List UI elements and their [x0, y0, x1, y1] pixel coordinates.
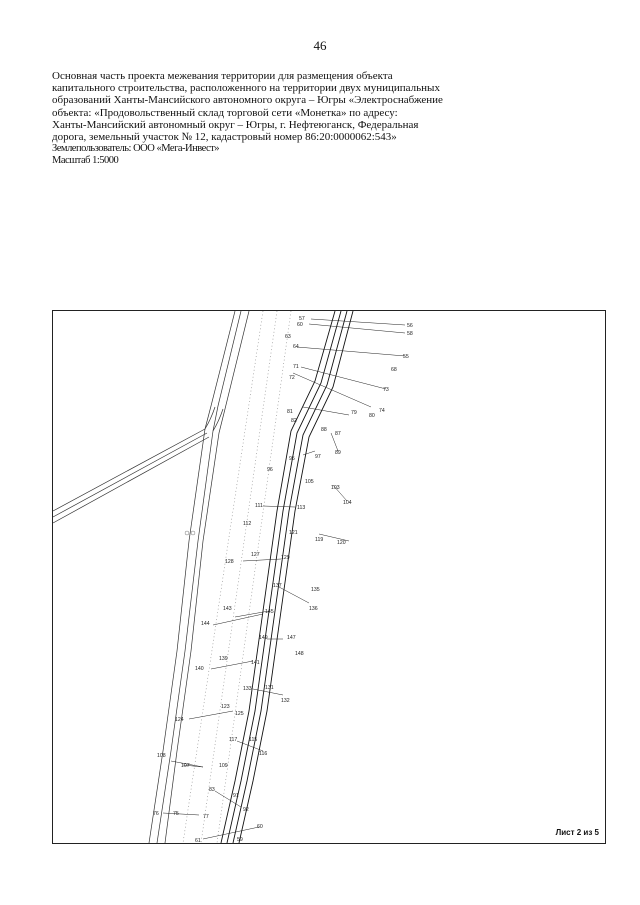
point-label: 82	[291, 418, 297, 424]
heading-line: дорога, земельный участок № 12, кадастровый номер 86:20:0000062:543»	[52, 131, 397, 144]
point-label: 109	[219, 763, 228, 769]
point-label: 71	[293, 364, 299, 370]
point-label: 121	[289, 530, 298, 536]
point-label: 63	[285, 334, 291, 340]
point-label: 112	[243, 521, 252, 527]
point-label: 115	[249, 737, 258, 743]
sheet-label: Лист 2 из 5	[555, 828, 599, 837]
point-label: 143	[223, 606, 232, 612]
cadastral-map	[53, 311, 605, 843]
point-label: 137	[273, 583, 282, 589]
heading-line: Ханты-Мансийский автономный округ – Югры, г. Нефтеюганск, Федеральная	[52, 118, 419, 131]
point-label: 139	[219, 656, 228, 662]
point-label: 149	[259, 635, 268, 641]
point-label: 105	[305, 479, 314, 485]
point-label: 76	[153, 811, 159, 817]
point-label: 79	[351, 410, 357, 416]
point-label: 57	[299, 316, 305, 322]
point-label: 58	[407, 331, 413, 337]
point-label: 136	[309, 606, 318, 612]
point-label: 111	[255, 503, 263, 509]
side-road	[53, 429, 209, 523]
point-label: 72	[289, 375, 295, 381]
point-label: 60	[257, 824, 263, 830]
point-label: 129	[281, 555, 290, 561]
point-label: 73	[383, 387, 389, 393]
point-label: 141	[251, 660, 260, 666]
point-label: 123	[221, 704, 230, 710]
point-label: 148	[295, 651, 304, 657]
map-frame	[52, 310, 606, 844]
point-label: 83	[209, 787, 215, 793]
point-label: 104	[343, 500, 352, 506]
point-label: 88	[321, 427, 327, 433]
point-label: 128	[225, 559, 234, 565]
point-label: 117	[229, 737, 238, 743]
point-label: 127	[251, 552, 260, 558]
point-label: 56	[407, 323, 413, 329]
point-label: 68	[391, 367, 397, 373]
point-label: 132	[281, 698, 290, 704]
point-label: 103	[331, 485, 340, 491]
point-label: 89	[335, 450, 341, 456]
point-label: 60	[297, 322, 303, 328]
point-label: 77	[203, 814, 209, 820]
point-label: 113	[297, 505, 306, 511]
point-label: 59	[237, 837, 243, 843]
point-label: 119	[315, 537, 324, 543]
point-label: 74	[379, 408, 385, 414]
document-heading	[52, 70, 592, 168]
heading-line: образований Ханты-Мансийского автономного округа – Югры «Электроснабжение	[52, 94, 443, 107]
point-label: 133	[243, 686, 252, 692]
leader-lines	[163, 319, 405, 839]
point-label: 95	[289, 456, 295, 462]
point-label: 124	[175, 717, 184, 723]
heading-line: капитального строительства, расположенного на территории двух муниципальных	[52, 82, 440, 95]
page-number: 46	[313, 38, 327, 53]
point-label: 116	[259, 751, 268, 757]
point-label: 107	[181, 763, 190, 769]
scale: Масштаб 1:5000	[52, 155, 119, 167]
point-label: 135	[311, 587, 320, 593]
point-labels	[153, 316, 413, 843]
main-road	[149, 311, 252, 843]
point-label: 147	[287, 635, 296, 641]
point-label: 120	[337, 540, 346, 546]
point-label: 81	[287, 409, 293, 415]
heading-line: Основная часть проекта межевания территории для размещения объекта	[52, 70, 393, 82]
point-label: 87	[335, 431, 341, 437]
point-label: 64	[293, 344, 299, 350]
land-user: Землепользователь: ООО «Мега-Инвест»	[52, 143, 220, 155]
point-label: 75	[173, 811, 179, 817]
boundary-lines	[221, 311, 353, 843]
point-label: 144	[201, 621, 210, 627]
point-label: 108	[157, 753, 166, 759]
point-label: 61	[195, 838, 201, 843]
point-label: 91	[233, 793, 239, 799]
point-label: 92	[243, 807, 249, 813]
point-label: 80	[369, 413, 375, 419]
point-label: 96	[267, 467, 273, 473]
point-label: 140	[195, 666, 204, 672]
point-label: 97	[315, 454, 321, 460]
heading-line: объекта: «Продовольственный склад торговой сети «Монетка» по адресу:	[52, 106, 398, 119]
point-label: 131	[265, 685, 274, 691]
point-label: 125	[235, 711, 244, 717]
point-label: 145	[265, 609, 274, 615]
point-label: 55	[403, 354, 409, 360]
